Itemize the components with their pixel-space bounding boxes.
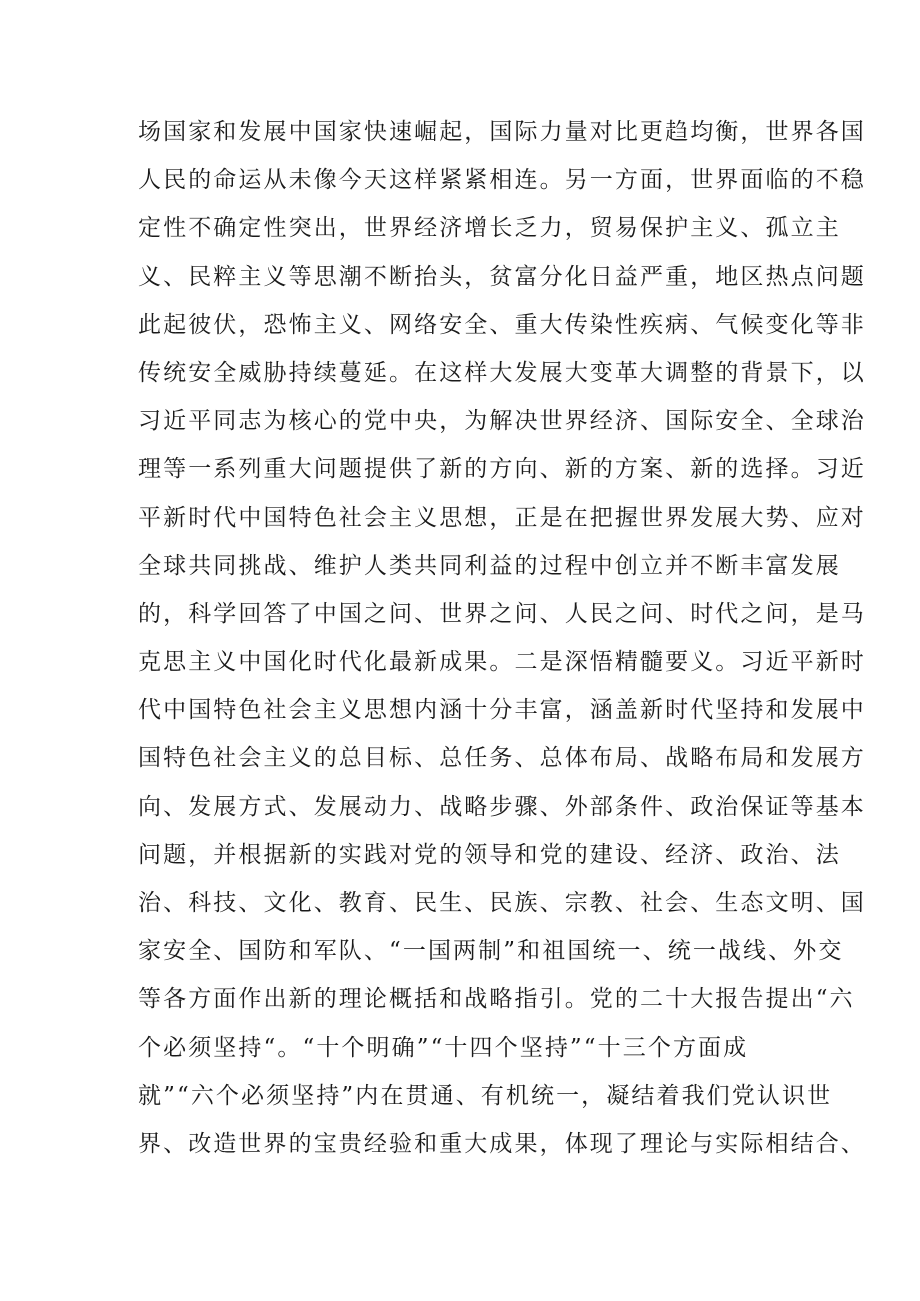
text-line: 理等一系列重大问题提供了新的方向、新的方案、新的选择。习近 — [138, 456, 866, 483]
text-line: 习近平同志为核心的党中央，为解决世界经济、国际安全、全球治 — [138, 408, 866, 435]
text-line: 国特色社会主义的总目标、总任务、总体布局、战略布局和发展方 — [138, 745, 866, 772]
text-line: 场国家和发展中国家快速崛起，国际力量对比更趋均衡，世界各国 — [138, 119, 866, 145]
text-line: 定性不确定性突出，世界经济增长乏力，贸易保护主义、孤立主 — [138, 215, 841, 242]
text-line: 界、改造世界的宝贵经验和重大成果，体现了理论与实际相结合、 — [138, 1130, 866, 1157]
text-line: 个必须坚持“。“十个明确”“十四个坚持”“十三个方面成 — [138, 1034, 749, 1061]
text-line: 的，科学回答了中国之问、世界之问、人民之问、时代之问，是马 — [138, 600, 866, 627]
text-line: 向、发展方式、发展动力、战略步骤、外部条件、政治保证等基本 — [138, 793, 866, 820]
text-line: 就”“六个必须坚持”内在贯通、有机统一，凝结着我们党认识世 — [138, 1082, 833, 1109]
text-line: 全球共同挑战、维护人类共同利益的过程中创立并不断丰富发展 — [138, 552, 841, 579]
text-line: 义、民粹主义等思潮不断抬头，贫富分化日益严重，地区热点问题 — [138, 263, 866, 290]
body-text — [138, 108, 866, 1168]
text-line: 家安全、国防和军队、“一国两制”和祖国统一、统一战线、外交 — [138, 938, 844, 965]
text-line: 人民的命运从未像今天这样紧紧相连。另一方面，世界面临的不稳 — [138, 167, 866, 194]
text-line: 治、科技、文化、教育、民生、民族、宗教、社会、生态文明、国 — [138, 890, 866, 916]
text-line: 等各方面作出新的理论概括和战略指引。党的二十大报告提出“六 — [138, 986, 855, 1013]
text-line: 平新时代中国特色社会主义思想，正是在把握世界发展大势、应对 — [138, 504, 866, 531]
text-line: 问题，并根据新的实践对党的领导和党的建设、经济、政治、法 — [138, 841, 841, 868]
text-line: 代中国特色社会主义思想内涵十分丰富，涵盖新时代坚持和发展中 — [138, 697, 866, 724]
text-line: 克思主义中国化时代化最新成果。二是深悟精髓要义。习近平新时 — [138, 649, 866, 676]
text-line: 此起彼伏，恐怖主义、网络安全、重大传染性疾病、气候变化等非 — [138, 311, 866, 338]
text-line: 传统安全威胁持续蔓延。在这样大发展大变革大调整的背景下，以 — [138, 359, 866, 386]
